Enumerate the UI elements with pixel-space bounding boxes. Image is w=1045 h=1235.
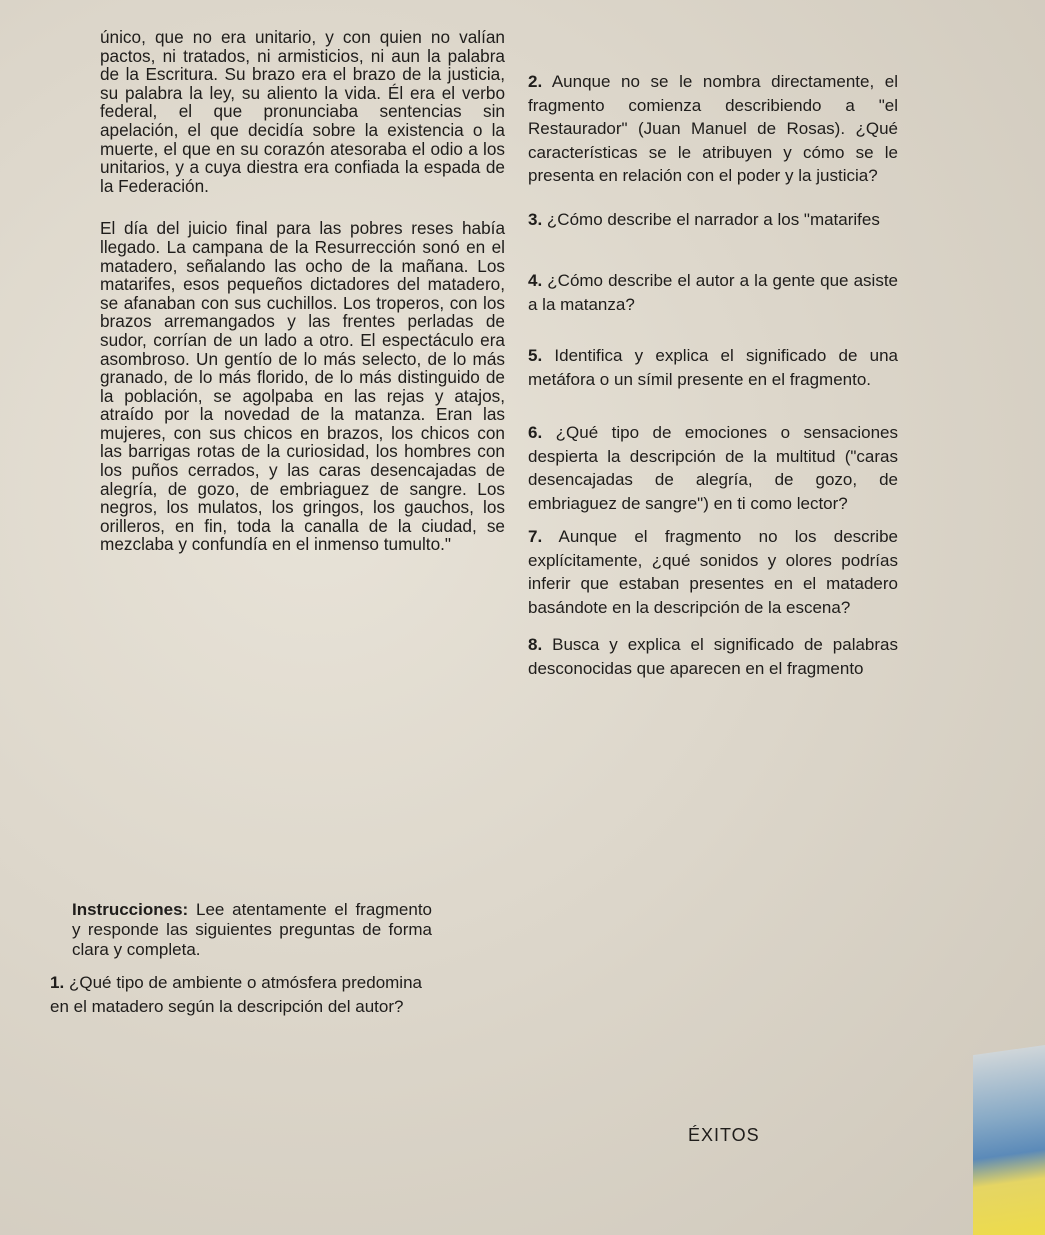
- question-text: ¿Qué tipo de ambiente o atmósfera predomina en el matadero según la descripción del autor?: [50, 973, 422, 1016]
- story-paragraph-2: El día del juicio final para las pobres reses había llegado. La campana de la Resurrección sonó en el matadero, señalando las ocho de la mañana. Los matarifes, esos pequeños dictadores del matadero, se afanaban con sus cuchillos. Los troperos, con los brazos arremangados y las frentes perladas de sudor, corrían de un lado a otro. El espectáculo era asombroso. Un gentío de lo más selecto, de lo más granado, de lo más florido, de lo más distinguido de la población, se agolpaba en las rejas y atajos, atraído por la novedad de la matanza. Eran las mujeres, con sus chicos en brazos, los chicos con las barrigas rotas de la curiosidad, los hombres con los puños cerrados, y las caras desencajadas de alegría, de gozo, de embriaguez de sangre. Los negros, los mulatos, los gringos, los gauchos, los orilleros, en fin, toda la canalla de la ciudad, se mezclaba y confundía en el inmenso tumulto.": [100, 218, 505, 555]
- question-text: Busca y explica el significado de palabras desconocidas que aparecen en el fragmento: [528, 635, 898, 678]
- question-8: [528, 633, 898, 680]
- question-number: 8.: [528, 635, 543, 654]
- question-6: [528, 421, 898, 515]
- question-text: ¿Cómo describe el autor a la gente que asiste a la matanza?: [528, 271, 898, 314]
- question-text: ¿Qué tipo de emociones o sensaciones despierta la descripción de la multitud ("caras desencajadas de alegría, de gozo, de embriaguez de sangre") en ti como lector?: [528, 423, 898, 513]
- paragraph-gap: [100, 195, 505, 219]
- question-number: 3.: [528, 209, 543, 229]
- story-paragraph-1: único, que no era unitario, y con quien no valían pactos, ni tratados, ni armisticios, ni aun la palabra de la Escritura. Su brazo era el brazo de la justicia, su palabra la ley, su aliento la vida. Él era el verbo federal, el que pronunciaba sentencias sin apelación, el que decidía sobre la existencia o la muerte, el que en su corazón atesoraba el odio a los unitarios, y a cuya diestra era confiada la espada de la Federación.: [100, 27, 505, 196]
- question-text: Identifica y explica el significado de una metáfora o un símil presente en el fragmento.: [528, 346, 898, 389]
- closing-text: ÉXITOS: [688, 1125, 760, 1145]
- question-4: [528, 269, 898, 316]
- question-text: Aunque el fragmento no los describe explícitamente, ¿qué sonidos y olores podrías inferir que estaban presentes en el matadero basándote en la descripción de la escena?: [528, 527, 898, 617]
- question-2: [528, 70, 898, 188]
- question-number: 6.: [528, 423, 543, 442]
- question-number: 4.: [528, 271, 543, 290]
- question-text: Aunque no se le nombra directamente, el fragmento comienza describiendo a "el Restaurador" (Juan Manuel de Rosas). ¿Qué características se le atribuyen y cómo se le presenta en relación con el poder y la justicia?: [528, 72, 898, 185]
- question-7: [528, 525, 898, 619]
- question-1: [50, 971, 422, 1019]
- corner-object: [973, 1045, 1045, 1235]
- question-number: 5.: [528, 346, 543, 365]
- question-3: [528, 208, 898, 232]
- question-number: 2.: [528, 72, 543, 91]
- question-5: [528, 344, 898, 391]
- instructions-lead: Instrucciones:: [72, 900, 189, 919]
- question-number: 1.: [50, 973, 65, 992]
- question-number: 7.: [528, 527, 543, 546]
- instructions-text: Lee atentamente el fragmento y responde las siguientes preguntas de forma clara y completa.: [72, 900, 432, 959]
- instructions: [72, 900, 432, 960]
- story-column: [100, 28, 505, 554]
- question-text: ¿Cómo describe el narrador a los "matarifes: [542, 209, 880, 229]
- questions-column: [528, 70, 898, 680]
